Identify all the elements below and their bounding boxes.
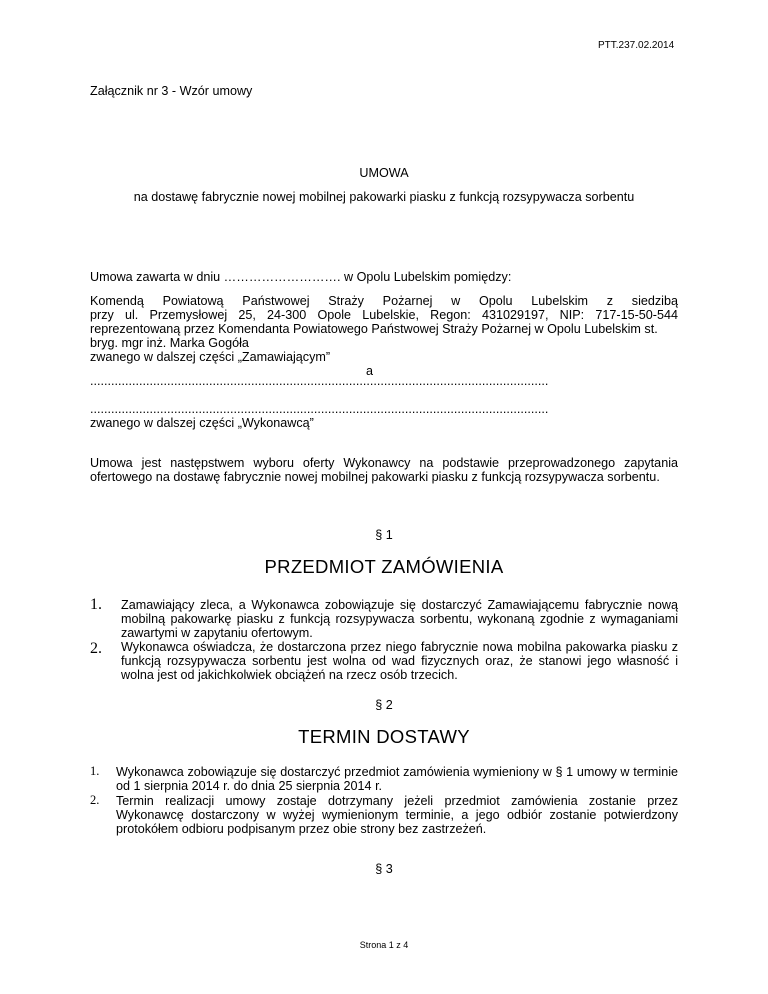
party-ordering-line: Komendą Powiatową Państwowej Straży Pożarnej w Opolu Lubelskim z siedzibą	[90, 294, 678, 308]
party-ordering	[90, 294, 678, 364]
section-2-item-text: Wykonawca zobowiązuje się dostarczyć przedmiot zamówienia wymieniony w § 1 umowy w terminie od 1 sierpnia 2014 r. do dnia 25 sierpnia 2014 r.	[116, 765, 678, 793]
doc-code: PTT.237.02.2014	[598, 40, 675, 51]
contract-basis: Umowa jest następstwem wyboru oferty Wykonawcy na podstawie przeprowadzonego zapytania ofertowego na dostawę fabrycznie nowej mobilnej pakowarki piasku z funkcją rozsypywacza sorbentu.	[90, 456, 678, 484]
section-1-heading: PRZEDMIOT ZAMÓWIENIA	[264, 556, 504, 577]
section-2-item-text: Termin realizacji umowy zostaje dotrzymany jeżeli przedmiot zamówienia zostanie przez Wykonawcę dostarczony w wyżej wymienionym terminie, a jego odbiór zostanie potwierdzony protokółem odbioru podpisanym przez obie strony bez zastrzeżeń.	[116, 794, 678, 836]
section-1-item-number: 1.	[90, 596, 102, 613]
party-ordering-line: bryg. mgr inż. Marka Gogóła	[90, 336, 249, 350]
contract-subtitle: na dostawę fabrycznie nowej mobilnej pakowarki piasku z funkcją rozsypywacza sorbentu	[133, 190, 635, 204]
section-3-sign: § 3	[375, 862, 393, 876]
section-1-item-text: Wykonawca oświadcza, że dostarczona przez niego fabrycznie nowa mobilna pakowarka piasku z funkcją rozsypywacza sorbentu jest wolna od wad fizycznych oraz, że stanowi jego własność i wolna jest od jakichkolwiek obciążeń na rzecz osób trzecich.	[121, 640, 678, 682]
attachment-label: Załącznik nr 3 - Wzór umowy	[90, 84, 253, 98]
party-ordering-line: zwanego w dalszej części „Zamawiającym”	[90, 350, 331, 364]
party-ordering-line: przy ul. Przemysłowej 25, 24-300 Opole Lubelskie, Regon: 431029197, NIP: 717-15-50-544	[90, 308, 678, 322]
section-2-heading: TERMIN DOSTAWY	[298, 726, 470, 747]
contractor-placeholder-line: ...................................................................................................................................	[90, 402, 549, 416]
party-contractor: zwanego w dalszej części „Wykonawcą”	[90, 416, 314, 430]
section-1-sign: § 1	[375, 528, 393, 542]
conjunction-and: a	[366, 364, 374, 378]
section-2-item-number: 2.	[90, 793, 100, 807]
contract-title: UMOWA	[359, 166, 409, 180]
section-2-sign: § 2	[375, 698, 393, 712]
party-ordering-line: reprezentowaną przez Komendanta Powiatowego Państwowej Straży Pożarnej w Opolu Lubelskim st.	[90, 322, 658, 336]
section-1-item-number: 2.	[90, 640, 102, 657]
intro-line: Umowa zawarta w dniu ………………………. w Opolu Lubelskim pomiędzy:	[90, 270, 512, 284]
contractor-placeholder-line: ...................................................................................................................................	[90, 374, 549, 388]
section-2-item-number: 1.	[90, 764, 100, 778]
page-footer: Strona 1 z 4	[359, 940, 409, 950]
section-1-item-text: Zamawiający zleca, a Wykonawca zobowiązuje się dostarczyć Zamawiającemu fabrycznie nową mobilną pakowarkę piasku z funkcją rozsypywacza sorbentu, wykonaną zgodnie z wymaganiami zawartymi w zapytaniu ofertowym.	[121, 598, 678, 640]
